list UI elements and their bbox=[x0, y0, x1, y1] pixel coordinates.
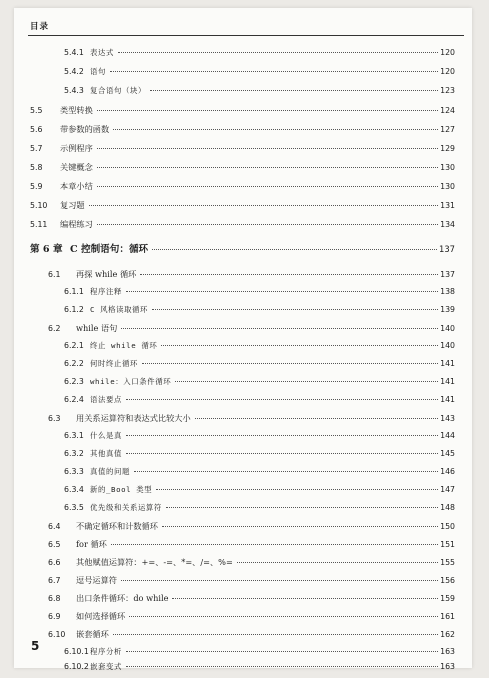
toc-entry bbox=[14, 303, 472, 317]
toc-entry bbox=[14, 46, 472, 60]
entry-page: 134 bbox=[440, 220, 455, 229]
toc-entry bbox=[14, 393, 472, 407]
entry-title: 关键概念 bbox=[60, 162, 93, 172]
entry-title: 本章小结 bbox=[60, 181, 93, 191]
leader-dots bbox=[166, 507, 438, 508]
leader-dots bbox=[126, 399, 438, 400]
entry-number: 6.3.4 bbox=[64, 485, 84, 494]
entry-page: 129 bbox=[440, 144, 455, 153]
toc-entry bbox=[14, 447, 472, 461]
entry-page: 146 bbox=[440, 467, 455, 476]
entry-page: 147 bbox=[440, 485, 455, 494]
entry-number: 5.7 bbox=[30, 144, 43, 153]
toc-entry bbox=[14, 429, 472, 443]
entry-page: 120 bbox=[440, 67, 455, 76]
entry-page: 130 bbox=[440, 163, 455, 172]
leader-dots bbox=[152, 309, 438, 310]
entry-number: 5.6 bbox=[30, 125, 43, 134]
entry-page: 127 bbox=[440, 125, 455, 134]
entry-page: 145 bbox=[440, 449, 455, 458]
entry-title: 真值的问题 bbox=[90, 467, 130, 476]
toc-entry bbox=[14, 84, 472, 98]
entry-page: 155 bbox=[440, 558, 455, 567]
entry-page: 143 bbox=[440, 414, 455, 423]
entry-number: 6.10.2 bbox=[64, 662, 89, 671]
toc-entry bbox=[14, 519, 472, 533]
entry-title: 复习题 bbox=[60, 200, 85, 210]
entry-title: 什么是真 bbox=[90, 431, 122, 440]
entry-title: 终止 while 循环 bbox=[90, 341, 158, 350]
leader-dots bbox=[150, 90, 438, 91]
entry-number: 6.2.4 bbox=[64, 395, 84, 404]
toc-entry bbox=[14, 285, 472, 299]
leader-dots bbox=[126, 291, 438, 292]
toc-entry bbox=[14, 375, 472, 389]
leader-dots bbox=[162, 526, 438, 527]
entry-number: 6.3.2 bbox=[64, 449, 84, 458]
toc-entry bbox=[14, 339, 472, 353]
entry-title: 嵌套循环 bbox=[76, 629, 109, 639]
leader-dots bbox=[121, 328, 438, 329]
entry-title: 优先级和关系运算符 bbox=[90, 503, 162, 512]
entry-title: 其他真值 bbox=[90, 449, 122, 458]
leader-dots bbox=[140, 274, 438, 275]
leader-dots bbox=[97, 224, 438, 225]
leader-dots bbox=[97, 148, 438, 149]
entry-page: 137 bbox=[439, 244, 455, 254]
toc-entry bbox=[14, 660, 472, 674]
leader-dots bbox=[113, 129, 438, 130]
entry-number: 6.6 bbox=[48, 558, 61, 567]
toc-entry bbox=[14, 627, 472, 641]
entry-page: 163 bbox=[440, 662, 455, 671]
leader-dots bbox=[118, 52, 438, 53]
entry-title: 语法要点 bbox=[90, 395, 122, 404]
entry-page: 140 bbox=[440, 324, 455, 333]
entry-number: 6.1.1 bbox=[64, 287, 84, 296]
leader-dots bbox=[161, 345, 438, 346]
entry-page: 140 bbox=[440, 341, 455, 350]
entry-page: 163 bbox=[440, 647, 455, 656]
toc-entry bbox=[14, 537, 472, 551]
chapter-heading bbox=[14, 242, 472, 256]
leader-dots bbox=[129, 616, 438, 617]
leader-dots bbox=[97, 186, 438, 187]
entry-title: 带参数的函数 bbox=[60, 124, 110, 134]
toc-entry bbox=[14, 217, 472, 231]
entry-page: 131 bbox=[440, 201, 455, 210]
toc-entry bbox=[14, 609, 472, 623]
leader-dots bbox=[126, 453, 438, 454]
toc-entry bbox=[14, 321, 472, 335]
toc-entry bbox=[14, 573, 472, 587]
toc-entry bbox=[14, 179, 472, 193]
entry-title: 用关系运算符和表达式比较大小 bbox=[76, 413, 191, 423]
entry-page: 141 bbox=[440, 377, 455, 386]
entry-number: 5.10 bbox=[30, 201, 48, 210]
entry-page: 161 bbox=[440, 612, 455, 621]
entry-title: 出口条件循环：do while bbox=[76, 593, 169, 603]
leader-dots bbox=[156, 489, 438, 490]
entry-number: 5.4.1 bbox=[64, 48, 84, 57]
entry-number: 6.2.3 bbox=[64, 377, 84, 386]
entry-title: 语句 bbox=[90, 67, 106, 76]
entry-page: 123 bbox=[440, 86, 455, 95]
chapter-number: 第 6 章 bbox=[30, 244, 63, 255]
header-rule bbox=[28, 35, 464, 36]
entry-number: 6.5 bbox=[48, 540, 61, 549]
entry-number: 5.8 bbox=[30, 163, 43, 172]
entry-title: 程序分析 bbox=[90, 647, 122, 656]
toc-entry bbox=[14, 645, 472, 659]
leader-dots bbox=[111, 544, 438, 545]
entry-title: 表达式 bbox=[90, 48, 114, 57]
entry-title: 程序注释 bbox=[90, 287, 122, 296]
entry-title: while：入口条件循环 bbox=[90, 377, 172, 386]
entry-title: while 语句 bbox=[76, 323, 118, 333]
leader-dots bbox=[172, 598, 438, 599]
document-page bbox=[14, 8, 472, 671]
entry-page: 151 bbox=[440, 540, 455, 549]
entry-number: 6.3.5 bbox=[64, 503, 84, 512]
entry-number: 6.8 bbox=[48, 594, 61, 603]
entry-page: 138 bbox=[440, 287, 455, 296]
toc-entry bbox=[14, 411, 472, 425]
entry-page: 141 bbox=[440, 395, 455, 404]
entry-number: 5.4.3 bbox=[64, 86, 84, 95]
leader-dots bbox=[97, 167, 438, 168]
entry-page: 130 bbox=[440, 182, 455, 191]
entry-title: 示例程序 bbox=[60, 143, 93, 153]
entry-page: 137 bbox=[440, 270, 455, 279]
entry-page: 139 bbox=[440, 305, 455, 314]
entry-title: 类型转换 bbox=[60, 105, 93, 115]
leader-dots bbox=[175, 381, 438, 382]
leader-dots bbox=[97, 110, 438, 111]
leader-dots bbox=[126, 435, 438, 436]
toc-entry bbox=[14, 357, 472, 371]
entry-title: 其他赋值运算符：+=、-=、*=、/=、%= bbox=[76, 557, 233, 567]
toc-entry bbox=[14, 591, 472, 605]
entry-number: 5.5 bbox=[30, 106, 43, 115]
toc-entry bbox=[14, 465, 472, 479]
page-header-title: 目录 bbox=[30, 22, 50, 32]
entry-page: 148 bbox=[440, 503, 455, 512]
toc-entry bbox=[14, 555, 472, 569]
entry-number: 6.10 bbox=[48, 630, 66, 639]
entry-title: 再探 while 循环 bbox=[76, 269, 137, 279]
entry-page: 144 bbox=[440, 431, 455, 440]
leader-dots bbox=[113, 634, 438, 635]
entry-title: 复合语句（块） bbox=[90, 86, 146, 95]
entry-number: 6.1 bbox=[48, 270, 61, 279]
entry-page: 159 bbox=[440, 594, 455, 603]
entry-title: 不确定循环和计数循环 bbox=[76, 521, 158, 531]
entry-page: 156 bbox=[440, 576, 455, 585]
leader-dots bbox=[195, 418, 438, 419]
entry-number: 6.2.2 bbox=[64, 359, 84, 368]
toc-entry bbox=[14, 103, 472, 117]
entry-title: for 循环 bbox=[76, 539, 107, 549]
entry-page: 124 bbox=[440, 106, 455, 115]
entry-number: 6.2.1 bbox=[64, 341, 84, 350]
entry-page: 120 bbox=[440, 48, 455, 57]
entry-number: 6.3.3 bbox=[64, 467, 84, 476]
leader-dots bbox=[237, 562, 438, 563]
entry-page: 162 bbox=[440, 630, 455, 639]
toc-entry bbox=[14, 198, 472, 212]
leader-dots bbox=[152, 249, 437, 250]
entry-number: 6.3 bbox=[48, 414, 61, 423]
leader-dots bbox=[142, 363, 438, 364]
entry-title: 新的_Bool 类型 bbox=[90, 485, 153, 494]
toc-entry bbox=[14, 483, 472, 497]
toc-entry bbox=[14, 267, 472, 281]
leader-dots bbox=[126, 666, 438, 667]
page-number: 5 bbox=[31, 639, 40, 653]
entry-title: 编程练习 bbox=[60, 219, 93, 229]
leader-dots bbox=[110, 71, 438, 72]
entry-number: 6.9 bbox=[48, 612, 61, 621]
leader-dots bbox=[89, 205, 439, 206]
toc-entry bbox=[14, 141, 472, 155]
toc-entry bbox=[14, 501, 472, 515]
leader-dots bbox=[126, 651, 438, 652]
entry-number: 6.7 bbox=[48, 576, 61, 585]
entry-number: 6.3.1 bbox=[64, 431, 84, 440]
toc-entry bbox=[14, 122, 472, 136]
entry-number: 6.10.1 bbox=[64, 647, 89, 656]
entry-number: 5.9 bbox=[30, 182, 43, 191]
entry-page: 141 bbox=[440, 359, 455, 368]
entry-title: 如何选择循环 bbox=[76, 611, 126, 621]
entry-number: 6.4 bbox=[48, 522, 61, 531]
leader-dots bbox=[134, 471, 438, 472]
entry-page: 150 bbox=[440, 522, 455, 531]
entry-number: 6.2 bbox=[48, 324, 61, 333]
entry-number: 5.11 bbox=[30, 220, 48, 229]
toc-entry bbox=[14, 160, 472, 174]
chapter-title: C 控制语句：循环 bbox=[70, 244, 149, 255]
leader-dots bbox=[121, 580, 438, 581]
entry-title: 何时终止循环 bbox=[90, 359, 138, 368]
entry-title: C 风格读取循环 bbox=[90, 305, 149, 314]
toc-entry bbox=[14, 65, 472, 79]
entry-number: 6.1.2 bbox=[64, 305, 84, 314]
entry-number: 5.4.2 bbox=[64, 67, 84, 76]
entry-title: 逗号运算符 bbox=[76, 575, 117, 585]
entry-title: 嵌套变式 bbox=[90, 662, 122, 671]
